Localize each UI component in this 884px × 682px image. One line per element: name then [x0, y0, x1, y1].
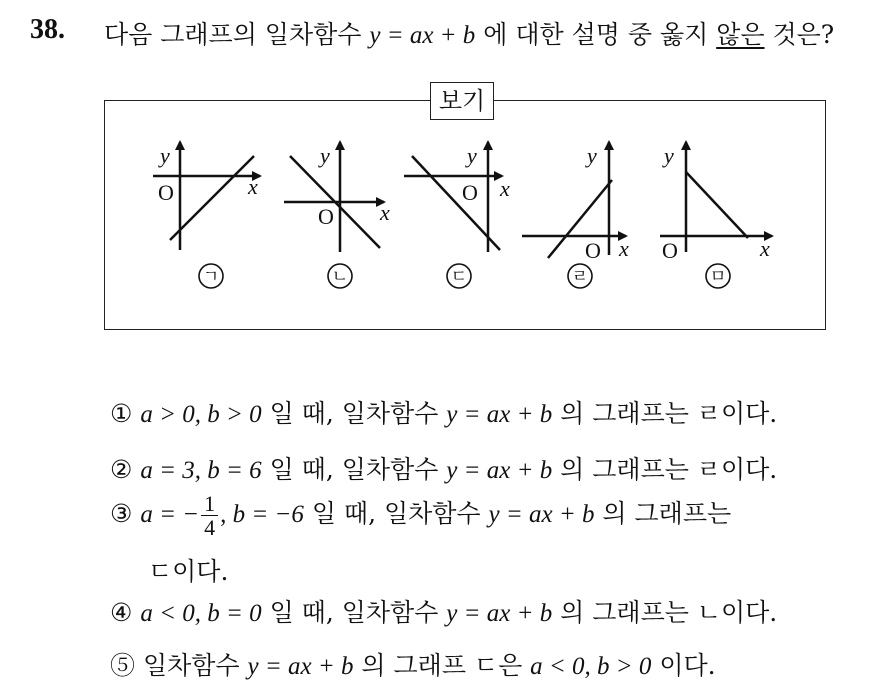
- choice-3-condition-prefix: a = −: [140, 501, 200, 529]
- graph-label-4: ㄹ: [571, 267, 589, 287]
- choice-2-end: 의 그래프는 ㄹ이다.: [560, 455, 778, 484]
- graph-label-2: ㄴ: [331, 267, 349, 287]
- graph-4-line: [548, 180, 612, 258]
- graph-1-origin: O: [158, 180, 174, 205]
- graph-3-y-label: y: [467, 143, 477, 168]
- graph-3-origin: O: [462, 180, 478, 205]
- choice-2-condition: a = 3, b = 6: [140, 457, 262, 484]
- choice-4-formula: y = ax + b: [446, 600, 553, 627]
- graph-2-y-label: y: [320, 143, 330, 168]
- graph-label-5: ㅁ: [709, 267, 727, 287]
- choice-3-marker: ③: [110, 499, 133, 529]
- choice-5-middle: 의 그래프 ㄷ은: [361, 651, 523, 680]
- graph-3: [404, 142, 502, 252]
- graph-5: [660, 142, 772, 252]
- graph-1-y-label: y: [160, 143, 170, 168]
- choice-5-condition: a < 0, b > 0: [530, 653, 652, 680]
- choice-3[interactable]: [110, 492, 731, 539]
- question-emphasis: 않은: [716, 20, 765, 49]
- choice-1-end: 의 그래프는 ㄹ이다.: [560, 399, 778, 428]
- graph-2: [284, 142, 384, 252]
- choice-2-middle: 일 때, 일차함수: [269, 455, 439, 484]
- choice-3-fraction-denominator: 4: [204, 515, 216, 541]
- graph-3-x-label: x: [500, 176, 510, 201]
- graph-labels: [199, 264, 730, 288]
- choice-3-continued: [148, 552, 228, 588]
- choice-4-middle: 일 때, 일차함수: [269, 598, 439, 627]
- graph-5-x-label: x: [760, 236, 770, 261]
- graph-label-3: ㄷ: [450, 267, 468, 287]
- choice-1-formula: y = ax + b: [446, 401, 553, 428]
- graph-2-origin: O: [318, 204, 334, 229]
- choice-3-formula: y = ax + b: [488, 501, 595, 529]
- graph-1-x-label: x: [248, 174, 258, 199]
- choice-3-fraction: [201, 492, 218, 539]
- choice-3-middle: 일 때, 일차함수: [311, 499, 481, 529]
- choice-4-end: 의 그래프는 ㄴ이다.: [560, 598, 778, 627]
- choice-1-marker: ①: [110, 399, 133, 428]
- choice-5-marker: ⑤: [110, 651, 136, 680]
- graph-5-y-label: y: [664, 143, 674, 168]
- question-formula: y = ax + b: [369, 22, 476, 49]
- choice-1-middle: 일 때, 일차함수: [269, 399, 439, 428]
- graph-5-line: [686, 172, 748, 238]
- question-number: 38.: [30, 14, 65, 45]
- question-text-middle: 에 대한 설명 중 옳지: [483, 20, 709, 49]
- graph-2-x-label: x: [380, 200, 390, 225]
- choice-3-end-line-2: ㄷ이다.: [148, 557, 229, 586]
- choice-1[interactable]: [110, 394, 777, 430]
- choice-4-condition: a < 0, b = 0: [140, 600, 262, 627]
- graph-4-y-label: y: [587, 143, 597, 168]
- question-text-after: 것은?: [772, 20, 835, 49]
- graph-4-x-label: x: [619, 236, 629, 261]
- choice-2-formula: y = ax + b: [446, 457, 553, 484]
- choice-3-condition-suffix: , b = −6: [220, 501, 304, 529]
- graph-label-1: ㄱ: [202, 267, 220, 287]
- choice-3-fraction-numerator: 1: [201, 492, 218, 516]
- choice-5-formula: y = ax + b: [247, 653, 354, 680]
- graph-1-line: [170, 156, 254, 240]
- choice-5-end: 이다.: [659, 651, 716, 680]
- example-box-title: 보기: [430, 82, 494, 120]
- choice-4-marker: ④: [110, 598, 133, 627]
- graph-4: [522, 142, 626, 258]
- choice-2-marker: ②: [110, 455, 133, 484]
- choice-4[interactable]: [110, 593, 777, 629]
- choice-5[interactable]: [110, 646, 716, 682]
- choice-5-prefix: 일차함수: [142, 651, 240, 680]
- choice-3-end: 의 그래프는: [602, 499, 732, 529]
- question-text-before: 다음 그래프의 일차함수: [104, 20, 362, 49]
- choice-1-condition: a > 0, b > 0: [140, 401, 262, 428]
- choice-2[interactable]: [110, 450, 777, 486]
- graph-4-origin: O: [585, 238, 601, 263]
- graph-5-origin: O: [662, 238, 678, 263]
